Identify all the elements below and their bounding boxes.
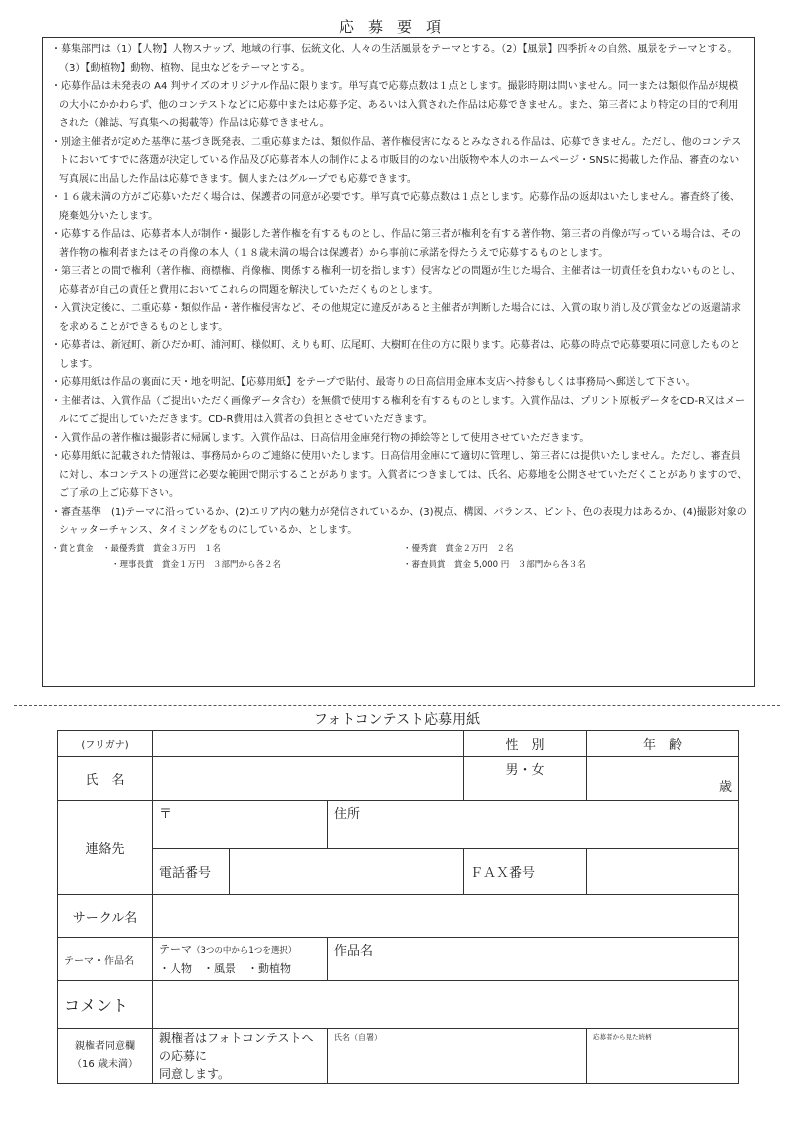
rule-item: ・応募作品は未発表の A4 判サイズのオリジナル作品に限ります。単写真で応募点数は１点とします。撮影時期は問いません。同一または類似作品が規模の大小にかかわらず、他のコンテストなどに応募中または応募予定、あるいは入賞された作品は応募できません。また、第三者により特定の目的で利用された（雑誌、写真集への掲載等）作品は応募できません。 xyxy=(51,81,739,129)
guardian-label-line2: （16 歳未満） xyxy=(72,1059,138,1070)
fax-field[interactable] xyxy=(587,849,739,895)
circle-field[interactable] xyxy=(153,895,739,938)
guardian-text-line2: 同意します。 xyxy=(159,1067,231,1081)
gender-field[interactable]: 男・女 xyxy=(464,757,587,801)
page-title: 応募要項 xyxy=(338,18,455,36)
guardian-text-line1: 親権者はフォトコンテストへの応募に xyxy=(159,1031,314,1063)
fax-label: ＦＡＸ番号 xyxy=(464,849,587,895)
cut-line xyxy=(14,705,780,706)
signature-label: 氏名（自署） xyxy=(334,1033,382,1042)
rule-item: ・主催者は、入賞作品（ご提出いただく画像データ含む）を無償で使用する権利を有するものとします。入賞作品は、プリント原板データをCD-R又はメールにてご提出していただきます。CD-R費用は入賞者の負担とさせていただきます。 xyxy=(51,395,746,425)
form-title: フォトコンテスト応募用紙 xyxy=(313,712,481,728)
prize-row xyxy=(51,557,748,573)
age-unit: 歳 xyxy=(719,780,733,795)
phone-label: 電話番号 xyxy=(153,849,230,895)
rule-item: ・応募者は、新冠町、新ひだか町、浦河町、様似町、えりも町、広尾町、大樹町在住の方に限ります。応募者は、応募の時点で応募要項に同意したものとします。 xyxy=(51,340,741,370)
rule-item: ・応募用紙は作品の裏面に天・地を明記、【応募用紙】をテープで貼付、最寄りの日高信用金庫本支店へ持参もしくは事務局へ郵送して下さい。 xyxy=(51,377,696,388)
prize-text: ・賞と賞金 ・最優秀賞 賞金３万円 １名 xyxy=(51,543,222,554)
furigana-label: (フリガナ) xyxy=(58,731,153,757)
postal-mark: 〒 xyxy=(159,807,173,822)
circle-label: サークル名 xyxy=(58,895,153,938)
address-label: 住所 xyxy=(334,807,361,822)
entry-form xyxy=(57,730,739,1084)
rule-item: ・１６歳未満の方がご応募いただく場合は、保護者の同意が必要です。単写真で応募点数は１点とします。応募作品の返却はいたしません。審査終了後、廃棄処分いたします。 xyxy=(51,192,740,222)
theme-hint: （3つの中から1つを選択） xyxy=(192,945,297,956)
prize-row xyxy=(51,541,748,557)
contact-label: 連絡先 xyxy=(58,801,153,895)
name-label: 氏 名 xyxy=(58,757,153,801)
work-name-label: 作品名 xyxy=(334,944,374,959)
gender-label: 性 別 xyxy=(464,731,587,757)
relation-label: 応募者から見た続柄 xyxy=(593,1033,652,1041)
prize-text: ・優秀賞 賞金２万円 ２名 xyxy=(403,543,514,554)
prize-text: ・審査員賞 賞金 5,000 円 ３部門から各３名 xyxy=(403,559,586,570)
theme-field[interactable] xyxy=(153,938,328,981)
rule-item: ・入賞決定後に、二重応募・類似作品・著作権侵害など、その他規定に違反があると主催者が判断した場合には、入賞の取り消し及び賞金などの返還請求を求めることができるものとします。 xyxy=(51,303,741,333)
theme-heading: テーマ xyxy=(159,942,192,956)
rule-item: ・応募する作品は、応募者本人が制作・撮影した著作権を有するものとし、作品に第三者が権利を有する著作物、第三者の肖像が写っている場合は、その著作物の権利者またはその肖像の本人（１８歳未満の場合は保護者）から事前に承諾を得たうえで応募するものとします。 xyxy=(51,229,741,259)
work-name-field[interactable] xyxy=(328,938,739,981)
rule-item: ・募集部門は（1）【人物】人物スナップ、地域の行事、伝統文化、人々の生活風景をテーマとする。（2）【風景】四季折々の自然、風景をテーマとする。（3）【動植物】動物、植物、昆虫などをテーマとする。 xyxy=(51,44,738,74)
theme-options: ・人物 ・風景 ・動植物 xyxy=(159,961,291,975)
guardian-label-line1: 親権者同意欄 xyxy=(75,1041,135,1052)
phone-field[interactable] xyxy=(230,849,464,895)
age-field[interactable] xyxy=(587,757,739,801)
rule-item: ・入賞作品の著作権は撮影者に帰属します。入賞作品は、日高信用金庫発行物の挿絵等として使用させていただきます。 xyxy=(51,432,590,444)
guardian-signature-field[interactable] xyxy=(328,1029,587,1084)
rule-item: ・審査基準 (1)テーマに沿っているか、(2)エリア内の魅力が発信されているか、(3)視点、構図、バランス、ピント、色の表現力はあるか、(4)撮影対象のシャッターチャンス、タイミングをものにしているか、とします。 xyxy=(51,506,747,536)
comment-field[interactable] xyxy=(153,981,739,1029)
rule-item: ・別途主催者が定めた基準に基づき既発表、二重応募または、類似作品、著作権侵害になるとみなされる作品は、応募できません。ただし、他のコンテストにおいてすでに落選が決定している作品及び応募者本人の制作による市販目的のない出版物や本人のホームページ・SNSに掲載した作品、審査のない写真展に出品した作品は応募できます。個人またはグループでも応募できます。 xyxy=(51,136,742,185)
postal-code-field[interactable] xyxy=(153,801,328,849)
address-field[interactable] xyxy=(328,801,739,849)
prize-text: ・理事長賞 賞金１万円 ３部門から各２名 xyxy=(111,559,282,570)
guardian-consent-text xyxy=(153,1029,328,1084)
relation-field[interactable] xyxy=(587,1029,739,1084)
rule-item: ・応募用紙に記載された情報は、事務局からのご連絡に使用いたします。日高信用金庫にて適切に管理し、第三者には提供いたしません。ただし、審査員に対し、本コンテストの運営に必要な範囲で開示することがあります。入賞者につきましては、氏名、応募地を公開させていただくことがありますので、ご了承の上ご応募下さい。 xyxy=(51,451,748,499)
age-label: 年 齢 xyxy=(587,731,739,757)
theme-label: テーマ・作品名 xyxy=(58,938,153,981)
comment-label: コメント xyxy=(58,981,153,1029)
name-field[interactable] xyxy=(153,757,464,801)
guardian-label xyxy=(58,1029,153,1084)
rule-item: ・第三者との間で権利（著作権、商標権、肖像権、関係する権利一切を指します）侵害などの問題が生じた場合、主催者は一切責任を負わないものとし、応募者が自己の責任と費用においてこれらの問題を解決していただくものとします。 xyxy=(51,266,741,296)
furigana-field[interactable] xyxy=(153,731,464,757)
rules-box xyxy=(42,37,755,687)
